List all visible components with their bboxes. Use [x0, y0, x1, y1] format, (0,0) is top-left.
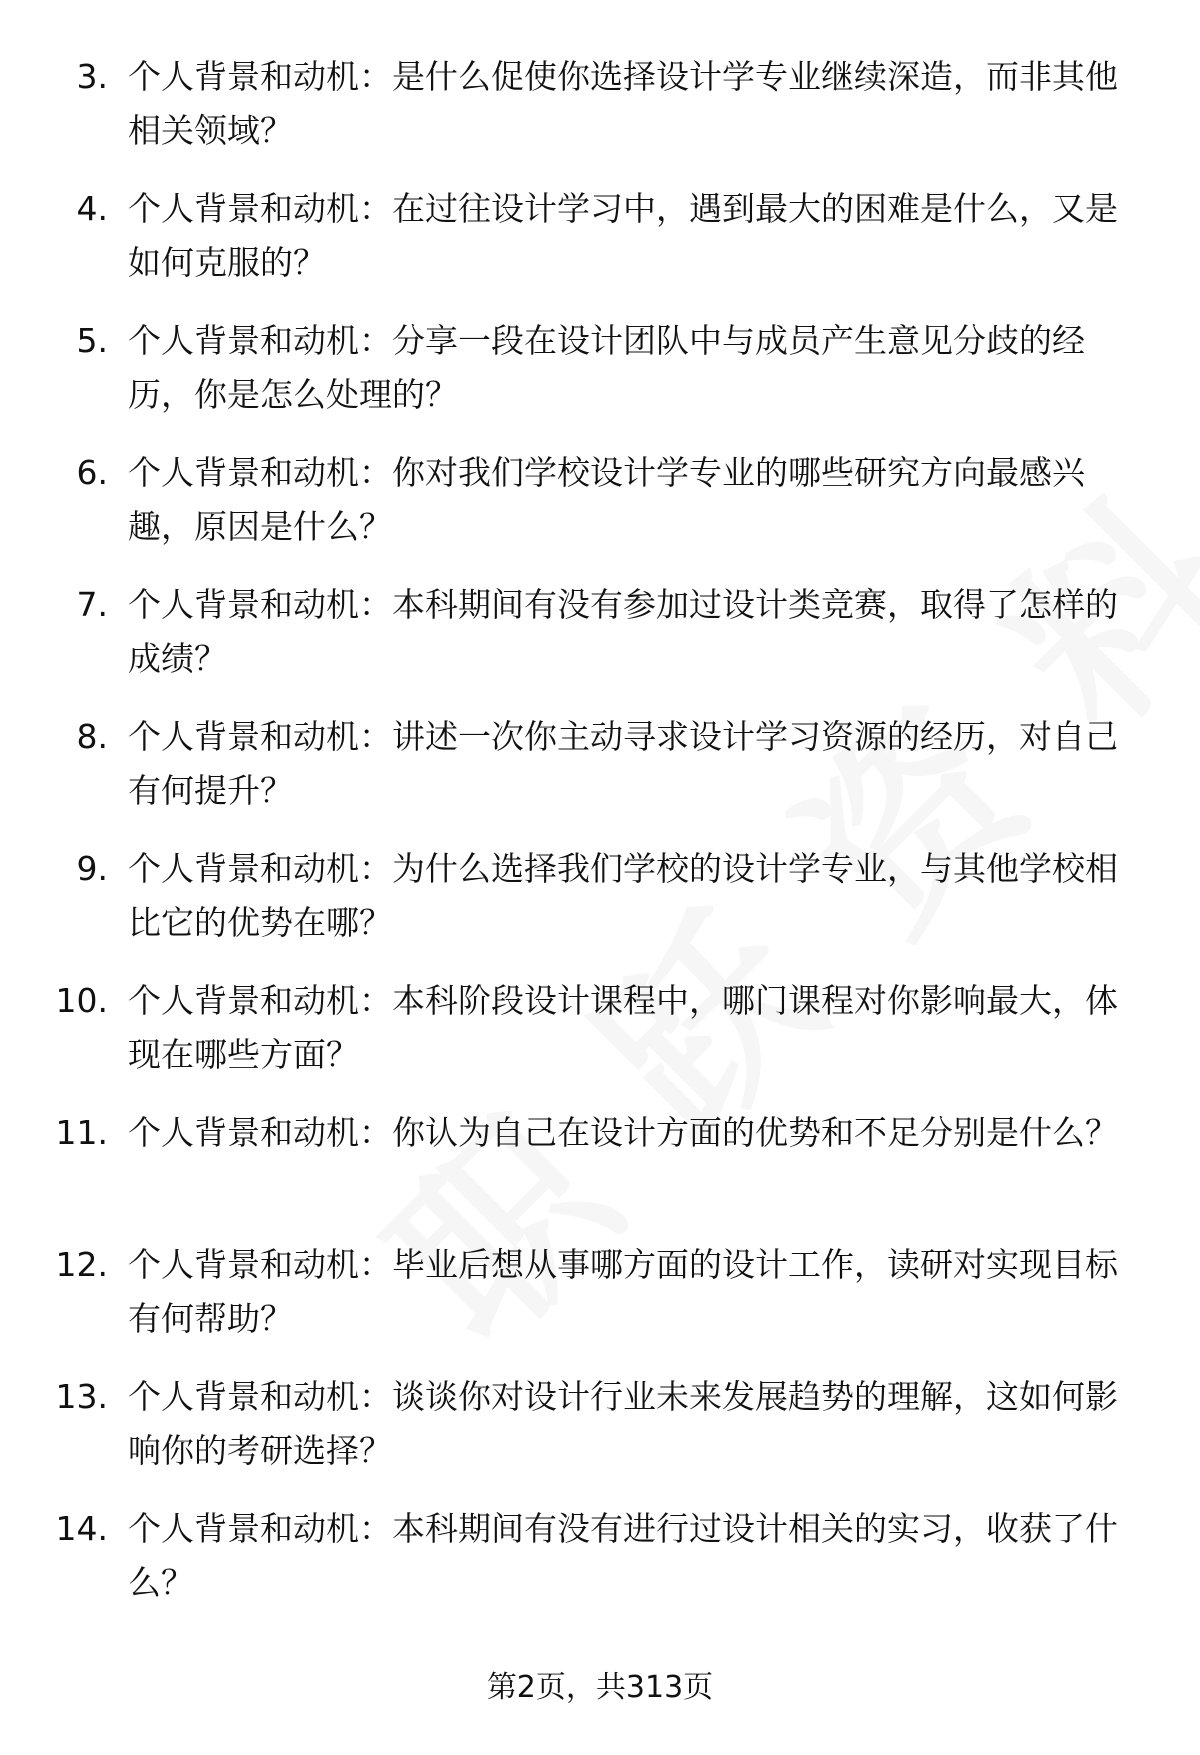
question-number: 10.	[55, 981, 108, 1020]
question-text: 个人背景和动机：本科阶段设计课程中，哪门课程对你影响最大，体现在哪些方面？	[128, 981, 1118, 1074]
question-number: 4.	[76, 189, 108, 228]
question-text: 个人背景和动机：分享一段在设计团队中与成员产生意见分歧的经历，你是怎么处理的？	[128, 321, 1085, 414]
question-number: 9.	[76, 849, 108, 888]
question-number: 13.	[55, 1377, 108, 1416]
question-number: 8.	[76, 717, 108, 756]
question-number: 5.	[76, 321, 108, 360]
question-number: 6.	[76, 453, 108, 492]
question-number: 12.	[55, 1245, 108, 1284]
question-text: 个人背景和动机：在过往设计学习中，遇到最大的困难是什么，又是如何克服的？	[128, 189, 1118, 282]
question-number: 14.	[55, 1509, 108, 1548]
question-number: 3.	[76, 57, 108, 96]
question-text: 个人背景和动机：本科期间有没有参加过设计类竞赛，取得了怎样的成绩？	[128, 585, 1118, 678]
question-text: 个人背景和动机：是什么促使你选择设计学专业继续深造，而非其他相关领域？	[128, 57, 1118, 150]
question-number: 7.	[76, 585, 108, 624]
question-text: 个人背景和动机：谈谈你对设计行业未来发展趋势的理解，这如何影响你的考研选择？	[128, 1377, 1118, 1470]
question-text: 个人背景和动机：本科期间有没有进行过设计相关的实习，收获了什么？	[128, 1509, 1118, 1602]
question-number: 11.	[55, 1113, 108, 1152]
question-text: 个人背景和动机：你认为自己在设计方面的优势和不足分别是什么？	[128, 1113, 1118, 1152]
question-text: 个人背景和动机：你对我们学校设计学专业的哪些研究方向最感兴趣，原因是什么？	[128, 453, 1085, 546]
question-text: 个人背景和动机：讲述一次你主动寻求设计学习资源的经历，对自己有何提升？	[128, 717, 1118, 810]
question-text: 个人背景和动机：毕业后想从事哪方面的设计工作，读研对实现目标有何帮助？	[128, 1245, 1118, 1338]
page-footer: 第2页，共313页	[486, 1670, 714, 1705]
question-text: 个人背景和动机：为什么选择我们学校的设计学专业，与其他学校相比它的优势在哪？	[128, 849, 1118, 942]
